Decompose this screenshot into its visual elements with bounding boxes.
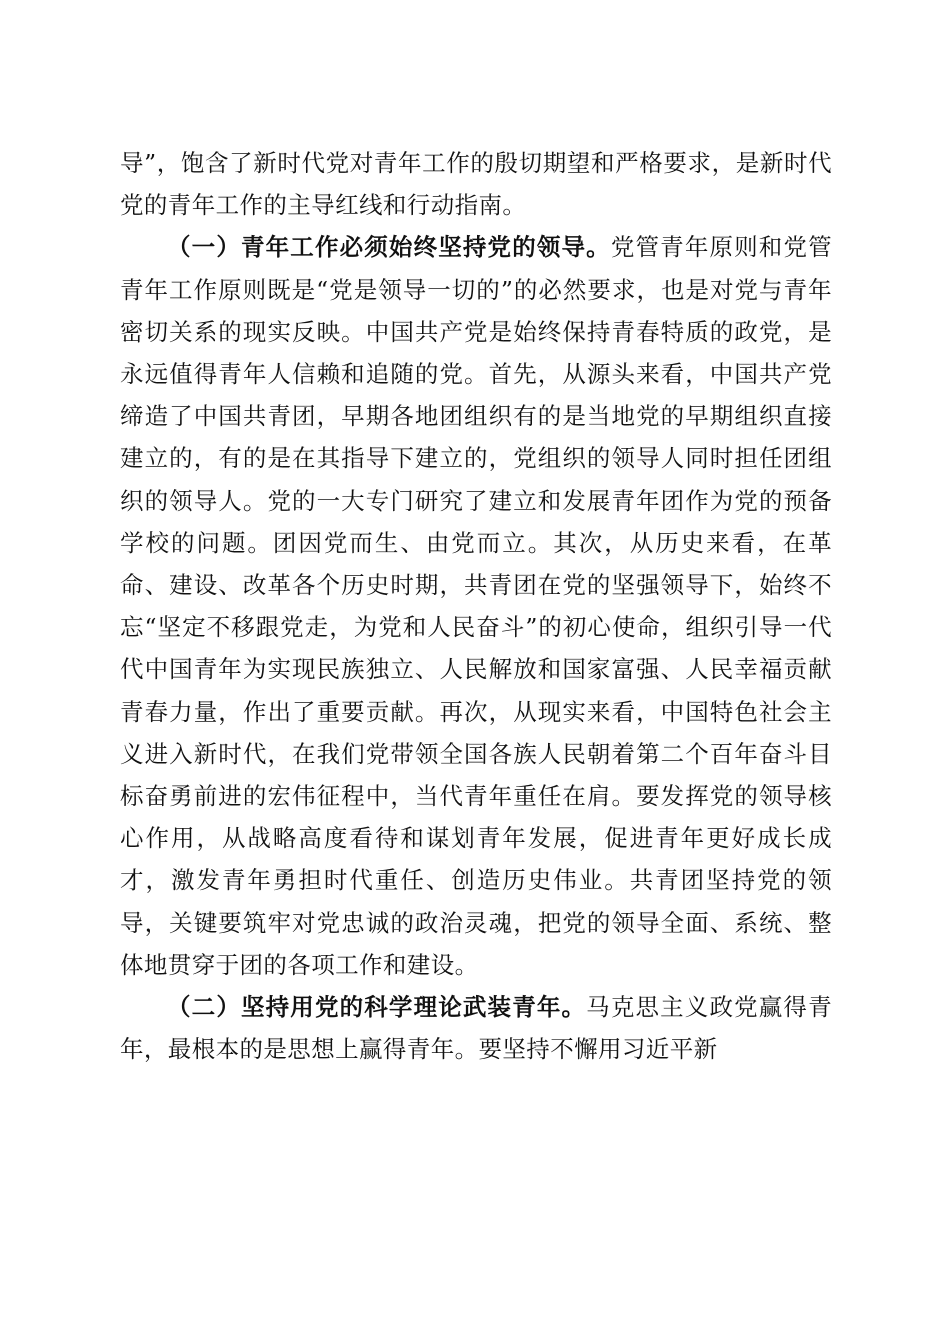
section-heading: （一）青年工作必须始终坚持党的领导。 (167, 233, 611, 262)
paragraph-body: 党管青年原则和党管青年工作原则既是“党是领导一切的”的必然要求，也是对党与青年密切关系的现实反映。中国共产党是始终保持青春特质的政党，是永远值得青年人信赖和追随的党。首先，从源头来看，中国共产党缔造了中国共青团，早期各地团组织有的是当地党的早期组织直接建立的，有的是在其指导下建立的，党组织的领导人同时担任团组织的领导人。党的一大专门研究了建立和发展青年团作为党的预备学校的问题。团因党而生、由党而立。其次，从历史来看，在革命、建设、改革各个历史时期，共青团在党的坚强领导下，始终不忘“坚定不移跟党走，为党和人民奋斗”的初心使命，组织引导一代代中国青年为实现民族独立、人民解放和国家富强、人民幸福贡献青春力量，作出了重要贡献。再次，从现实来看，中国特色社会主义进入新时代，在我们党带领全国各族人民朝着第二个百年奋斗目标奋勇前进的宏伟征程中，当代青年重任在肩。要发挥党的领导核心作用，从战略高度看待和谋划青年发展，促进青年更好成长成才，激发青年勇担时代重任、创造历史伟业。共青团坚持党的领导，关键要筑牢对党忠诚的政治灵魂，把党的领导全面、系统、整体地贯穿于团的各项工作和建设。 (120, 233, 833, 979)
paragraph-body: 马克思主义政党赢得青年，最根本的是思想上赢得青年。要坚持不懈用习近平新 (120, 993, 832, 1064)
paragraph-section-1 (120, 226, 832, 986)
paragraph-section-2 (120, 986, 832, 1070)
paragraph-body: 导”，饱含了新时代党对青年工作的殷切期望和严格要求，是新时代党的青年工作的主导红线和行动指南。 (120, 149, 832, 220)
paragraph-continuation (120, 142, 832, 226)
section-heading: （二）坚持用党的科学理论武装青年。 (167, 993, 587, 1022)
document-body (120, 142, 832, 1070)
